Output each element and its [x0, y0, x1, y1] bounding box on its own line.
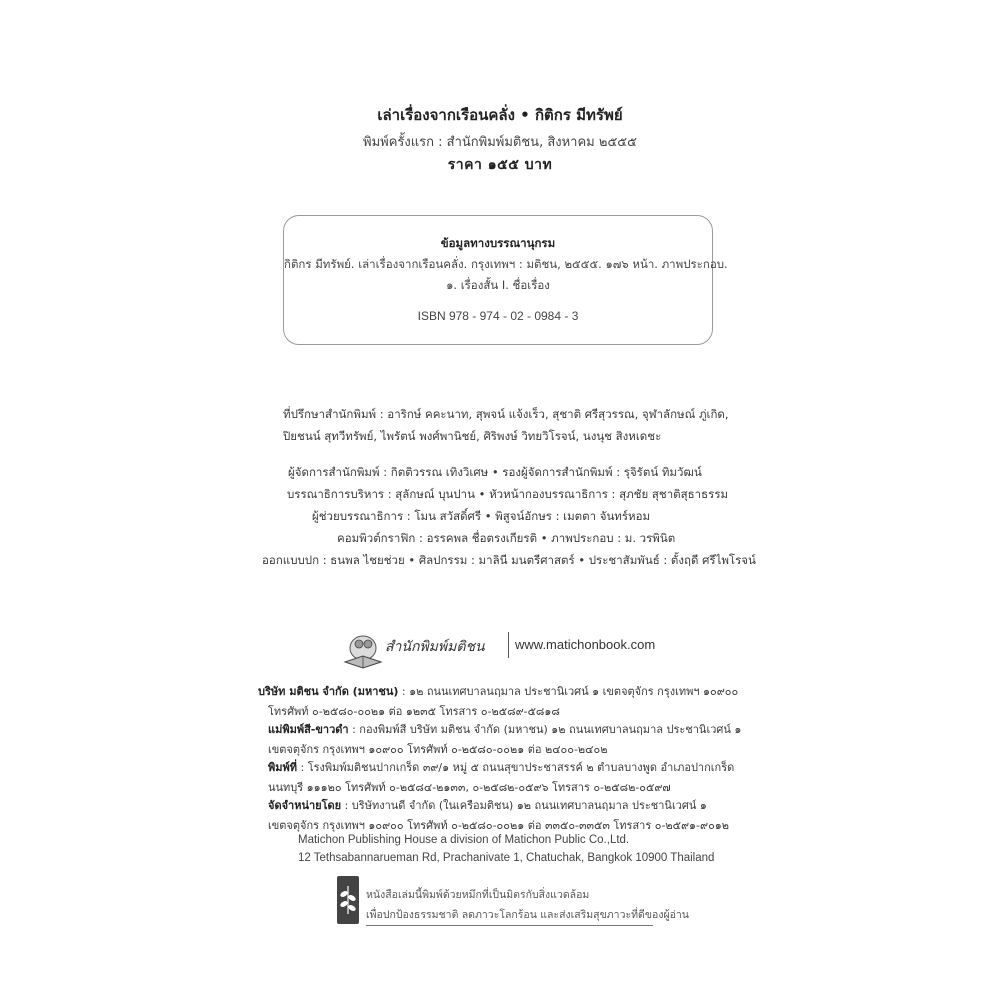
- address-label: พิมพ์ที่: [268, 761, 298, 774]
- address-label: แม่พิมพ์สี-ขาวดำ: [268, 723, 349, 736]
- address-line: [268, 796, 707, 814]
- edition-info: พิมพ์ครั้งแรก : สำนักพิมพ์มติชน, สิงหาคม ๒๕๕๕: [363, 135, 637, 150]
- english-address: 12 Tethsabannarueman Rd, Prachanivate 1, Chatuchak, Bangkok 10900 Thailand: [298, 852, 715, 864]
- address-text: เขตจตุจักร กรุงเทพฯ ๑๐๙๐๐ โทรศัพท์ ๐-๒๕๘๐-๐๐๒๑ ต่อ ๓๓๕๐-๓๓๕๓ โทรสาร ๐-๒๕๙๑-๙๐๑๒: [268, 819, 730, 832]
- publisher-logo-text: สำนักพิมพ์มติชน: [385, 639, 485, 655]
- address-line: [268, 702, 560, 720]
- eco-leaf-badge: [337, 876, 359, 924]
- address-text: : บริษัทงานดี จำกัด (ในเครือมติชน) ๑๒ ถนนเทศบาลนฤมาล ประชานิเวศน์ ๑: [341, 799, 707, 812]
- address-text: : โรงพิมพ์มติชนปากเกร็ด ๓๙/๑ หมู่ ๕ ถนนสุขาประชาสรรค์ ๒ ตำบลบางพูด อำเภอปากเกร็ด: [297, 761, 735, 774]
- cip-entry: กิติกร มีทรัพย์. เล่าเรื่องจากเรือนคลั่ง. กรุงเทพฯ : มติชน, ๒๕๕๕. ๑๗๖ หน้า. ภาพประกอบ.: [284, 257, 728, 271]
- cataloging-box: [283, 215, 728, 345]
- eco-note: เพื่อปกป้องธรรมชาติ ลดภาวะโลกร้อน และส่งเสริมสุขภาวะที่ดีของผู้อ่าน: [366, 909, 689, 921]
- address-label: บริษัท มติชน จำกัด (มหาชน): [258, 685, 399, 698]
- staff-line: ผู้ช่วยบรรณาธิการ : โมน สวัสดิ์ศรี • พิสูจน์อักษร : เมตตา จันทร์หอม: [312, 509, 651, 523]
- staff-line: บรรณาธิการบริหาร : สุลักษณ์ บุนปาน • หัวหน้ากองบรรณาธิการ : สุภชัย สุชาติสุธาธรรม: [287, 487, 729, 501]
- advisors-line: ปิยชนน์ สุทวีทรัพย์, ไพรัตน์ พงศ์พานิชย์, ศิริพงษ์ วิทยวิโรจน์, นงนุช สิงหเดชะ: [283, 429, 662, 443]
- cip-subjects: ๑. เรื่องสั้น I. ชื่อเรื่อง: [446, 278, 550, 292]
- book-title: เล่าเรื่องจากเรือนคลั่ง • กิติกร มีทรัพย์: [377, 106, 623, 124]
- address-line: [258, 682, 738, 700]
- staff-line: ผู้จัดการสำนักพิมพ์ : กิตติวรรณ เทิงวิเศษ • รองผู้จัดการสำนักพิมพ์ : รุจิรัตน์ ทิมวัฒน์: [288, 465, 702, 479]
- address-line: [268, 758, 734, 776]
- cip-heading: ข้อมูลทางบรรณานุกรม: [440, 236, 556, 250]
- logo-divider: [508, 632, 509, 658]
- address-text: โทรศัพท์ ๐-๒๕๘๐-๐๐๒๑ ต่อ ๑๒๓๕ โทรสาร ๐-๒๕๘๙-๕๘๑๘: [268, 705, 560, 718]
- publisher-logo: [341, 622, 501, 670]
- address-line: [268, 740, 607, 758]
- price-label: ราคา ๑๕๕ บาท: [447, 157, 553, 173]
- address-label: จัดจำหน่ายโดย: [268, 799, 342, 812]
- address-text: เขตจตุจักร กรุงเทพฯ ๑๐๙๐๐ โทรศัพท์ ๐-๒๕๘๐-๐๐๒๑ ต่อ ๒๔๐๐-๒๔๐๒: [268, 743, 608, 756]
- address-line: [268, 720, 741, 738]
- advisors-line: ที่ปรึกษาสำนักพิมพ์ : อาริกษ์ คคะนาท, สุพจน์ แจ้งเร็ว, สุชาติ ศรีสุวรรณ, จุฬาลักษณ์ ภู่เกิด,: [283, 407, 729, 421]
- eco-note: หนังสือเล่มนี้พิมพ์ด้วยหมึกที่เป็นมิตรกับสิ่งแวดล้อม: [366, 889, 590, 901]
- address-text: นนทบุรี ๑๑๑๒๐ โทรศัพท์ ๐-๒๕๘๔-๒๑๓๓, ๐-๒๕๘๒-๐๕๙๖ โทรสาร ๐-๒๕๘๒-๐๕๙๗: [268, 781, 671, 794]
- address-text: : ๑๒ ถนนเทศบาลนฤมาล ประชานิเวศน์ ๑ เขตจตุจักร กรุงเทพฯ ๑๐๙๐๐: [398, 685, 739, 698]
- leaf-icon: [337, 876, 359, 924]
- isbn: ISBN 978 - 974 - 02 - 0984 - 3: [417, 309, 579, 323]
- address-line: [268, 778, 671, 796]
- staff-line: คอมพิวต์กราฟิก : อรรคพล ชื่อตรงเกียรติ • ภาพประกอบ : ม. วรพินิต: [337, 531, 676, 545]
- eco-divider: [366, 925, 653, 926]
- address-line: [268, 816, 729, 834]
- publisher-url[interactable]: www.matichonbook.com: [515, 637, 656, 652]
- address-text: : กองพิมพ์สี บริษัท มติชน จำกัด (มหาชน) ๑๒ ถนนเทศบาลนฤมาล ประชานิเวศน์ ๑: [348, 723, 742, 736]
- staff-line: ออกแบบปก : ธนพล ไชยช่วย • ศิลปกรรม : มาลินี มนตรีศาสตร์ • ประชาสัมพันธ์ : ตั้งฤดี ศรีไพโรจน์: [262, 553, 756, 567]
- english-publisher: Matichon Publishing House a division of Matichon Public Co.,Ltd.: [298, 834, 630, 846]
